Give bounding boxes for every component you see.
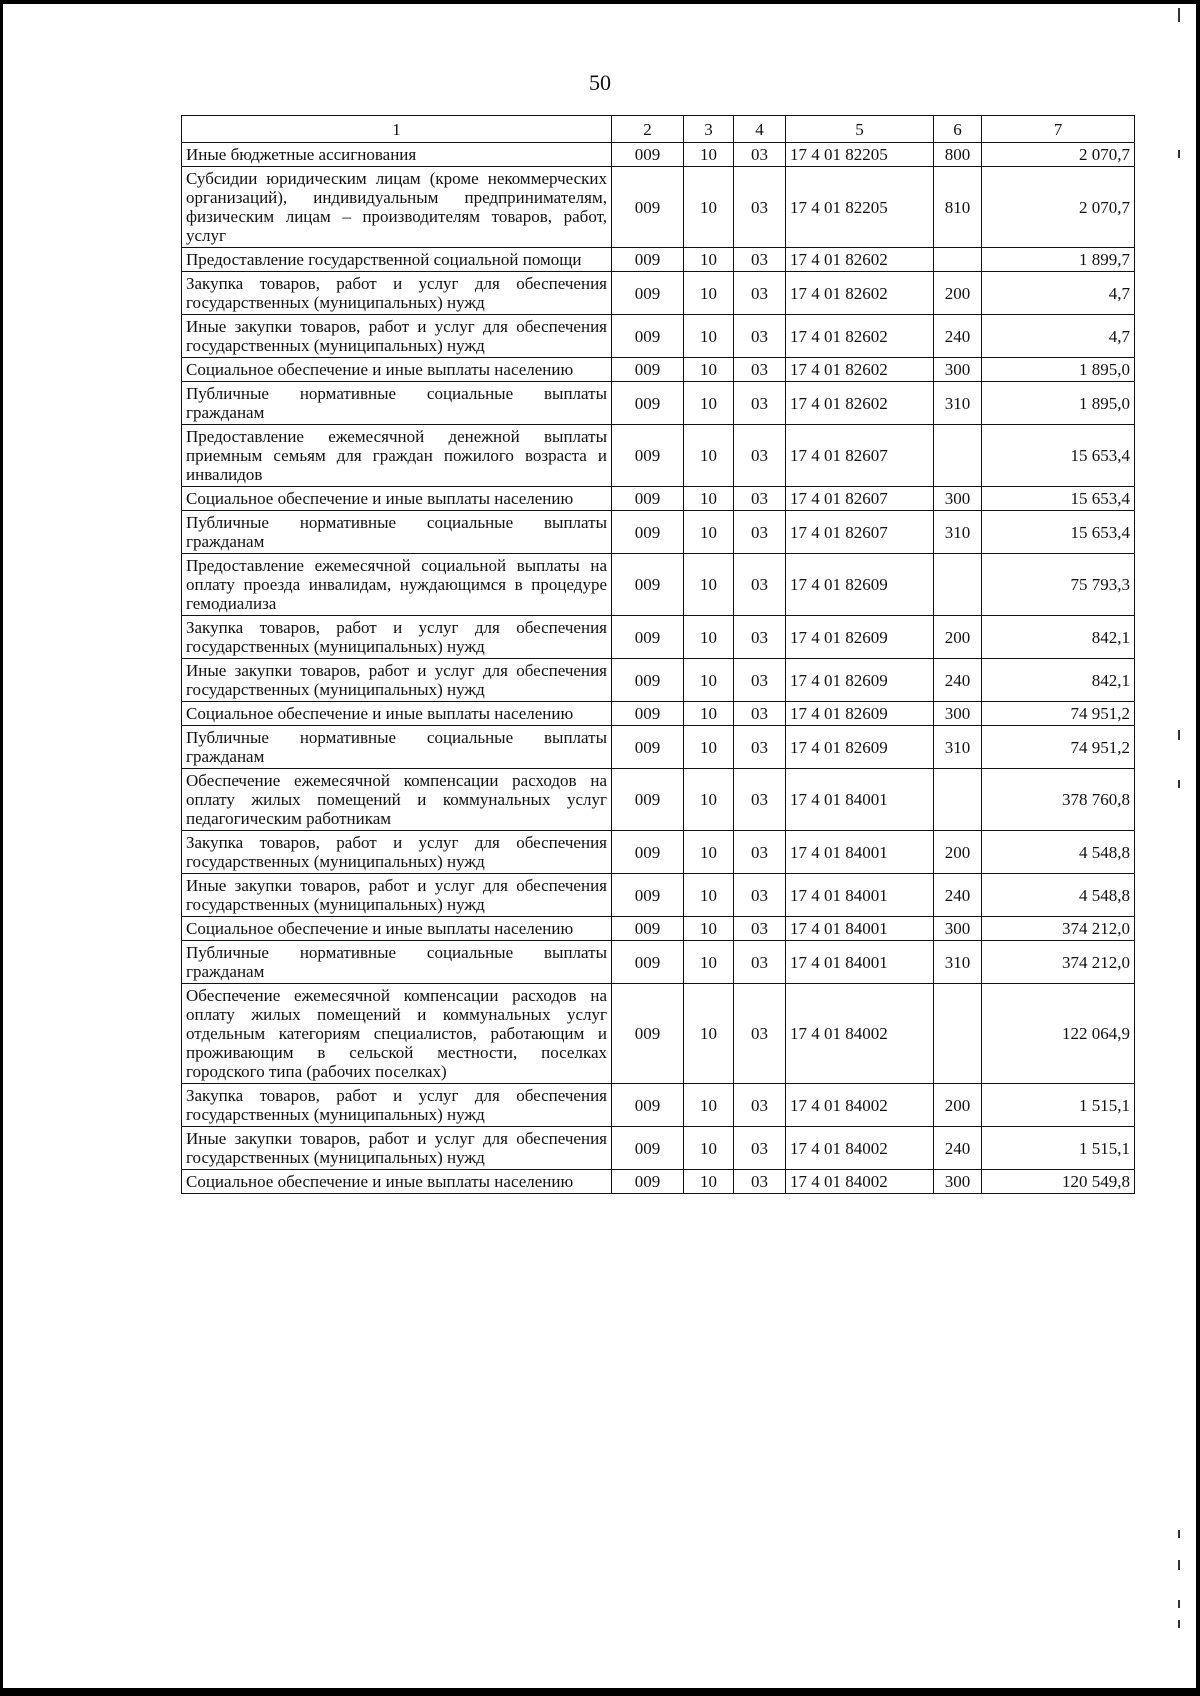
row-section-code: 10 — [684, 248, 734, 272]
row-ved-code: 009 — [612, 382, 684, 425]
row-amount: 4,7 — [982, 272, 1135, 315]
row-subsection-code: 03 — [734, 659, 786, 702]
table-row — [182, 659, 1135, 702]
row-target-article: 17 4 01 82607 — [786, 425, 934, 487]
row-expense-type: 240 — [934, 874, 982, 917]
row-target-article: 17 4 01 82609 — [786, 659, 934, 702]
row-name: Публичные нормативные социальные выплаты гражданам — [182, 511, 612, 554]
row-ved-code: 009 — [612, 984, 684, 1084]
row-expense-type: 300 — [934, 358, 982, 382]
row-ved-code: 009 — [612, 248, 684, 272]
row-amount: 1 515,1 — [982, 1127, 1135, 1170]
column-header: 4 — [734, 116, 786, 143]
row-name: Закупка товаров, работ и услуг для обеспечения государственных (муниципальных) нужд — [182, 1084, 612, 1127]
row-target-article: 17 4 01 84001 — [786, 874, 934, 917]
row-expense-type: 310 — [934, 382, 982, 425]
row-amount: 378 760,8 — [982, 769, 1135, 831]
row-target-article: 17 4 01 82609 — [786, 702, 934, 726]
row-name: Предоставление ежемесячной денежной выплаты приемным семьям для граждан пожилого возраста и инвалидов — [182, 425, 612, 487]
row-subsection-code: 03 — [734, 272, 786, 315]
row-ved-code: 009 — [612, 511, 684, 554]
column-header: 7 — [982, 116, 1135, 143]
row-subsection-code: 03 — [734, 702, 786, 726]
row-subsection-code: 03 — [734, 726, 786, 769]
row-amount: 74 951,2 — [982, 702, 1135, 726]
row-amount: 122 064,9 — [982, 984, 1135, 1084]
row-name: Иные закупки товаров, работ и услуг для обеспечения государственных (муниципальных) нужд — [182, 659, 612, 702]
row-name: Социальное обеспечение и иные выплаты населению — [182, 358, 612, 382]
row-section-code: 10 — [684, 659, 734, 702]
row-expense-type: 300 — [934, 487, 982, 511]
row-ved-code: 009 — [612, 143, 684, 167]
row-amount: 1 899,7 — [982, 248, 1135, 272]
scan-border-bottom — [0, 1688, 1200, 1696]
scan-artifact-marks — [1176, 0, 1184, 1696]
row-name: Предоставление ежемесячной социальной выплаты на оплату проезда инвалидам, нуждающимся в процедуре гемодиализа — [182, 554, 612, 616]
table-row — [182, 941, 1135, 984]
row-ved-code: 009 — [612, 769, 684, 831]
row-subsection-code: 03 — [734, 831, 786, 874]
table-row — [182, 1127, 1135, 1170]
row-subsection-code: 03 — [734, 1170, 786, 1194]
table-row — [182, 272, 1135, 315]
row-amount: 120 549,8 — [982, 1170, 1135, 1194]
row-subsection-code: 03 — [734, 487, 786, 511]
row-section-code: 10 — [684, 984, 734, 1084]
row-section-code: 10 — [684, 1170, 734, 1194]
row-expense-type: 200 — [934, 831, 982, 874]
table-row — [182, 831, 1135, 874]
table-row — [182, 511, 1135, 554]
row-amount: 2 070,7 — [982, 143, 1135, 167]
table-header-row — [182, 116, 1135, 143]
row-expense-type — [934, 425, 982, 487]
row-name: Социальное обеспечение и иные выплаты населению — [182, 917, 612, 941]
row-target-article: 17 4 01 82602 — [786, 315, 934, 358]
row-amount: 1 515,1 — [982, 1084, 1135, 1127]
row-section-code: 10 — [684, 487, 734, 511]
row-ved-code: 009 — [612, 874, 684, 917]
row-target-article: 17 4 01 82205 — [786, 167, 934, 248]
row-name: Обеспечение ежемесячной компенсации расходов на оплату жилых помещений и коммунальных услуг педагогическим работникам — [182, 769, 612, 831]
row-section-code: 10 — [684, 315, 734, 358]
row-target-article: 17 4 01 82609 — [786, 554, 934, 616]
row-expense-type: 310 — [934, 511, 982, 554]
row-section-code: 10 — [684, 726, 734, 769]
row-subsection-code: 03 — [734, 143, 786, 167]
row-expense-type: 310 — [934, 941, 982, 984]
row-expense-type: 310 — [934, 726, 982, 769]
row-ved-code: 009 — [612, 1084, 684, 1127]
row-expense-type — [934, 769, 982, 831]
row-ved-code: 009 — [612, 272, 684, 315]
row-subsection-code: 03 — [734, 382, 786, 425]
row-target-article: 17 4 01 82602 — [786, 358, 934, 382]
row-expense-type: 240 — [934, 659, 982, 702]
row-expense-type: 300 — [934, 702, 982, 726]
table-row — [182, 702, 1135, 726]
row-name: Иные бюджетные ассигнования — [182, 143, 612, 167]
row-ved-code: 009 — [612, 659, 684, 702]
page-number: 50 — [589, 70, 611, 95]
row-subsection-code: 03 — [734, 425, 786, 487]
row-target-article: 17 4 01 82607 — [786, 487, 934, 511]
row-amount: 842,1 — [982, 659, 1135, 702]
row-ved-code: 009 — [612, 167, 684, 248]
row-expense-type — [934, 984, 982, 1084]
row-section-code: 10 — [684, 1084, 734, 1127]
row-subsection-code: 03 — [734, 511, 786, 554]
row-amount: 1 895,0 — [982, 358, 1135, 382]
row-ved-code: 009 — [612, 315, 684, 358]
row-name: Закупка товаров, работ и услуг для обеспечения государственных (муниципальных) нужд — [182, 616, 612, 659]
row-ved-code: 009 — [612, 487, 684, 511]
row-name: Публичные нормативные социальные выплаты гражданам — [182, 941, 612, 984]
row-expense-type: 810 — [934, 167, 982, 248]
row-section-code: 10 — [684, 874, 734, 917]
row-target-article: 17 4 01 84002 — [786, 984, 934, 1084]
row-name: Обеспечение ежемесячной компенсации расходов на оплату жилых помещений и коммунальных услуг отдельным категориям специалистов, работающим и проживающим в сельской местности, поселках городского типа (рабочих поселках) — [182, 984, 612, 1084]
table-row — [182, 487, 1135, 511]
row-name: Публичные нормативные социальные выплаты гражданам — [182, 726, 612, 769]
row-ved-code: 009 — [612, 358, 684, 382]
budget-table — [181, 115, 1135, 1194]
row-amount: 15 653,4 — [982, 425, 1135, 487]
column-header: 5 — [786, 116, 934, 143]
row-subsection-code: 03 — [734, 1127, 786, 1170]
row-ved-code: 009 — [612, 1170, 684, 1194]
row-amount: 4,7 — [982, 315, 1135, 358]
row-name: Субсидии юридическим лицам (кроме некоммерческих организаций), индивидуальным предпринимателям, физическим лицам – производителям товаров, работ, услуг — [182, 167, 612, 248]
row-expense-type — [934, 554, 982, 616]
table-row — [182, 425, 1135, 487]
table-row — [182, 167, 1135, 248]
row-section-code: 10 — [684, 382, 734, 425]
row-subsection-code: 03 — [734, 874, 786, 917]
row-section-code: 10 — [684, 143, 734, 167]
row-amount: 75 793,3 — [982, 554, 1135, 616]
row-ved-code: 009 — [612, 554, 684, 616]
row-name: Предоставление государственной социальной помощи — [182, 248, 612, 272]
row-target-article: 17 4 01 82602 — [786, 382, 934, 425]
row-section-code: 10 — [684, 1127, 734, 1170]
row-expense-type: 240 — [934, 1127, 982, 1170]
row-section-code: 10 — [684, 358, 734, 382]
row-amount: 1 895,0 — [982, 382, 1135, 425]
table-row — [182, 554, 1135, 616]
table-row — [182, 769, 1135, 831]
table-row — [182, 382, 1135, 425]
row-target-article: 17 4 01 82609 — [786, 616, 934, 659]
row-target-article: 17 4 01 84001 — [786, 941, 934, 984]
row-section-code: 10 — [684, 769, 734, 831]
row-ved-code: 009 — [612, 702, 684, 726]
row-ved-code: 009 — [612, 726, 684, 769]
row-name: Социальное обеспечение и иные выплаты населению — [182, 487, 612, 511]
row-section-code: 10 — [684, 554, 734, 616]
row-target-article: 17 4 01 84002 — [786, 1127, 934, 1170]
row-target-article: 17 4 01 82602 — [786, 272, 934, 315]
table-row — [182, 984, 1135, 1084]
table-row — [182, 874, 1135, 917]
row-expense-type: 200 — [934, 1084, 982, 1127]
scan-border-top — [0, 0, 1200, 4]
row-subsection-code: 03 — [734, 167, 786, 248]
table-row — [182, 726, 1135, 769]
row-section-code: 10 — [684, 425, 734, 487]
table-body — [182, 143, 1135, 1194]
row-name: Публичные нормативные социальные выплаты гражданам — [182, 382, 612, 425]
row-expense-type: 240 — [934, 315, 982, 358]
row-ved-code: 009 — [612, 616, 684, 659]
column-header: 6 — [934, 116, 982, 143]
row-section-code: 10 — [684, 616, 734, 659]
row-name: Закупка товаров, работ и услуг для обеспечения государственных (муниципальных) нужд — [182, 831, 612, 874]
row-target-article: 17 4 01 82205 — [786, 143, 934, 167]
row-ved-code: 009 — [612, 1127, 684, 1170]
row-subsection-code: 03 — [734, 554, 786, 616]
row-amount: 15 653,4 — [982, 511, 1135, 554]
row-target-article: 17 4 01 84002 — [786, 1170, 934, 1194]
row-target-article: 17 4 01 84002 — [786, 1084, 934, 1127]
row-amount: 4 548,8 — [982, 831, 1135, 874]
row-target-article: 17 4 01 82607 — [786, 511, 934, 554]
row-section-code: 10 — [684, 167, 734, 248]
table-row — [182, 616, 1135, 659]
row-amount: 2 070,7 — [982, 167, 1135, 248]
row-expense-type: 200 — [934, 272, 982, 315]
row-target-article: 17 4 01 84001 — [786, 917, 934, 941]
row-target-article: 17 4 01 84001 — [786, 831, 934, 874]
table-row — [182, 917, 1135, 941]
row-target-article: 17 4 01 84001 — [786, 769, 934, 831]
row-expense-type — [934, 248, 982, 272]
table-row — [182, 358, 1135, 382]
row-amount: 842,1 — [982, 616, 1135, 659]
row-amount: 374 212,0 — [982, 917, 1135, 941]
row-ved-code: 009 — [612, 831, 684, 874]
scan-border-left — [0, 0, 3, 1696]
row-section-code: 10 — [684, 831, 734, 874]
row-subsection-code: 03 — [734, 1084, 786, 1127]
table-row — [182, 315, 1135, 358]
row-section-code: 10 — [684, 941, 734, 984]
row-section-code: 10 — [684, 272, 734, 315]
row-subsection-code: 03 — [734, 984, 786, 1084]
row-name: Социальное обеспечение и иные выплаты населению — [182, 702, 612, 726]
row-section-code: 10 — [684, 511, 734, 554]
column-header: 1 — [182, 116, 612, 143]
row-amount: 74 951,2 — [982, 726, 1135, 769]
row-subsection-code: 03 — [734, 917, 786, 941]
table-row — [182, 248, 1135, 272]
row-subsection-code: 03 — [734, 941, 786, 984]
row-amount: 15 653,4 — [982, 487, 1135, 511]
row-target-article: 17 4 01 82602 — [786, 248, 934, 272]
row-ved-code: 009 — [612, 425, 684, 487]
row-expense-type: 800 — [934, 143, 982, 167]
row-subsection-code: 03 — [734, 769, 786, 831]
row-subsection-code: 03 — [734, 315, 786, 358]
row-expense-type: 300 — [934, 1170, 982, 1194]
row-subsection-code: 03 — [734, 358, 786, 382]
row-subsection-code: 03 — [734, 616, 786, 659]
table-row — [182, 143, 1135, 167]
row-ved-code: 009 — [612, 941, 684, 984]
row-expense-type: 300 — [934, 917, 982, 941]
row-section-code: 10 — [684, 917, 734, 941]
row-expense-type: 200 — [934, 616, 982, 659]
row-name: Иные закупки товаров, работ и услуг для обеспечения государственных (муниципальных) нужд — [182, 315, 612, 358]
row-name: Закупка товаров, работ и услуг для обеспечения государственных (муниципальных) нужд — [182, 272, 612, 315]
column-header: 3 — [684, 116, 734, 143]
table-row — [182, 1170, 1135, 1194]
row-ved-code: 009 — [612, 917, 684, 941]
table-row — [182, 1084, 1135, 1127]
row-name: Социальное обеспечение и иные выплаты населению — [182, 1170, 612, 1194]
row-subsection-code: 03 — [734, 248, 786, 272]
row-section-code: 10 — [684, 702, 734, 726]
row-name: Иные закупки товаров, работ и услуг для обеспечения государственных (муниципальных) нужд — [182, 874, 612, 917]
row-amount: 374 212,0 — [982, 941, 1135, 984]
row-target-article: 17 4 01 82609 — [786, 726, 934, 769]
row-name: Иные закупки товаров, работ и услуг для обеспечения государственных (муниципальных) нужд — [182, 1127, 612, 1170]
column-header: 2 — [612, 116, 684, 143]
row-amount: 4 548,8 — [982, 874, 1135, 917]
scan-border-right — [1196, 0, 1200, 1696]
